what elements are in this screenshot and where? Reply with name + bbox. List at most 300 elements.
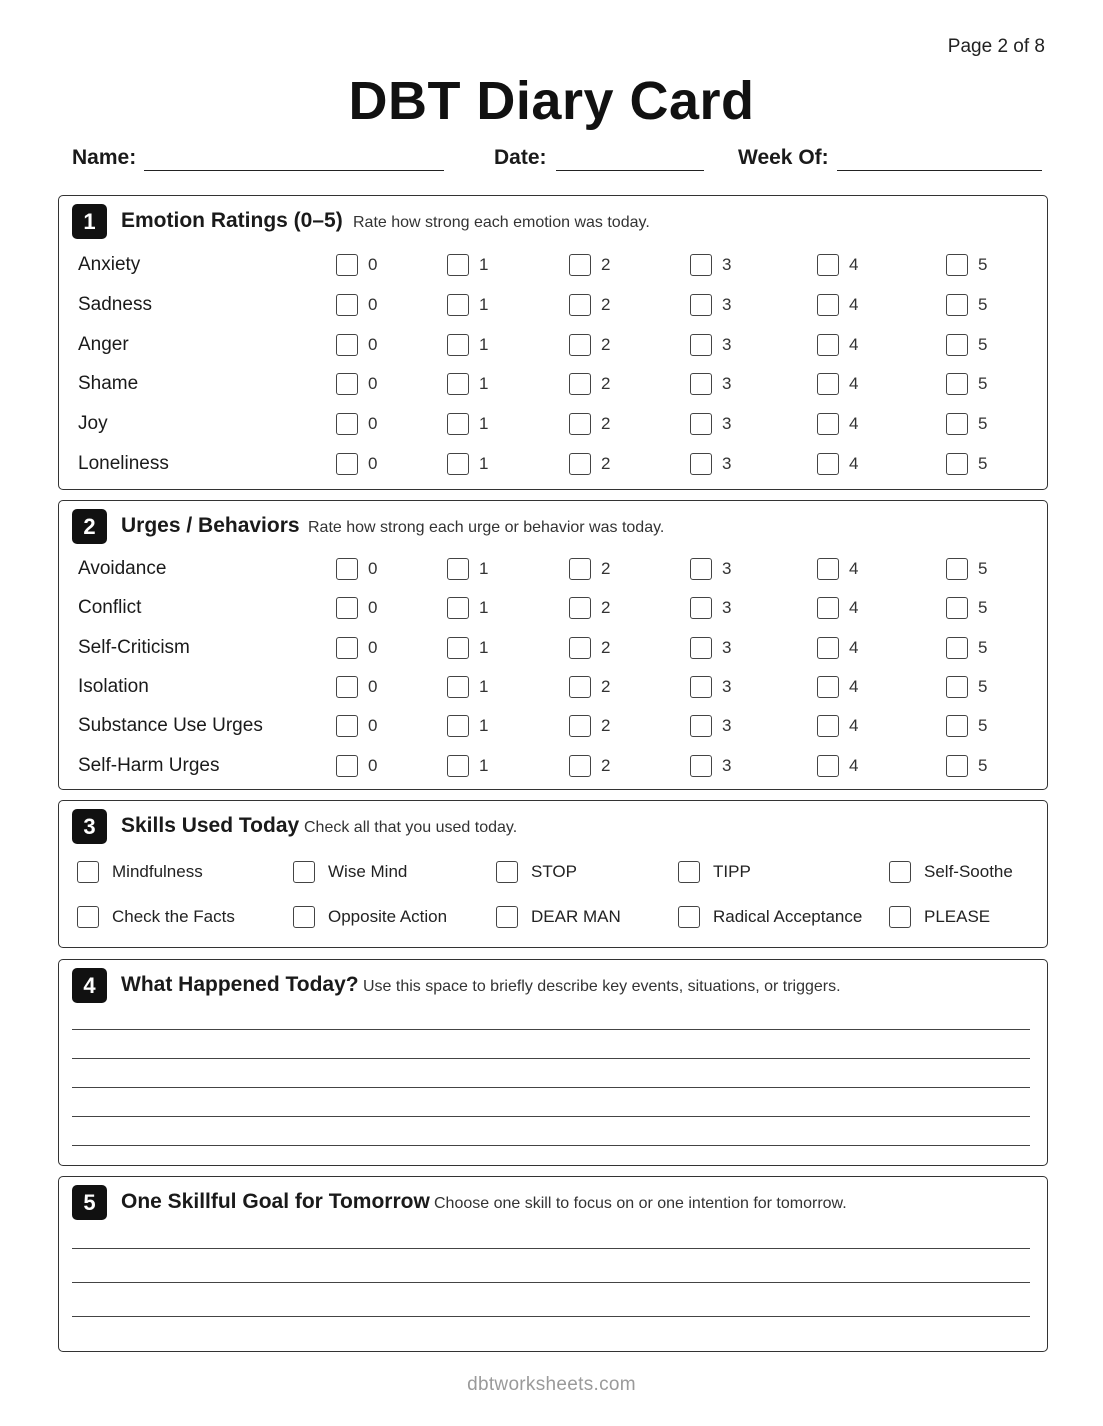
rating-option[interactable] [946, 333, 987, 357]
rating-option[interactable] [336, 412, 377, 436]
rating-checkbox[interactable] [690, 676, 712, 698]
rating-row [59, 747, 1047, 787]
rating-option[interactable] [569, 412, 610, 436]
what-happened-section [58, 959, 1048, 1166]
rating-option[interactable] [447, 596, 488, 620]
rating-option[interactable] [817, 714, 858, 738]
rating-checkbox[interactable] [336, 254, 358, 276]
section-subtitle: Rate how strong each urge or behavior was today. [308, 519, 665, 536]
rating-value-label: 2 [601, 637, 611, 657]
rating-value-label: 1 [479, 414, 489, 434]
rating-option[interactable] [946, 714, 987, 738]
rating-checkbox[interactable] [946, 334, 968, 356]
name-label: Name: [72, 146, 137, 169]
rating-option[interactable] [946, 293, 987, 317]
rating-value-label: 4 [849, 716, 859, 736]
rating-option[interactable] [569, 636, 610, 660]
skill-label: Mindfulness [112, 862, 203, 881]
rating-option[interactable] [946, 557, 987, 581]
writing-line[interactable] [72, 1087, 1030, 1088]
rating-checkbox[interactable] [569, 676, 591, 698]
rating-option[interactable] [569, 372, 610, 396]
rating-option[interactable] [690, 293, 731, 317]
rating-value-label: 4 [849, 559, 859, 578]
rating-checkbox[interactable] [569, 453, 591, 475]
rating-checkbox[interactable] [946, 597, 968, 619]
rating-option[interactable] [569, 452, 610, 476]
rating-checkbox[interactable] [690, 597, 712, 619]
rating-option[interactable] [690, 452, 731, 476]
rating-option[interactable] [946, 452, 987, 476]
writing-line[interactable] [72, 1058, 1030, 1059]
rating-value-label: 2 [601, 334, 611, 354]
section-title: Urges / Behaviors [121, 514, 300, 537]
rating-option[interactable] [690, 596, 731, 620]
rating-value-label: 0 [368, 374, 378, 394]
skill-label: STOP [531, 862, 577, 881]
rating-value-label: 5 [978, 294, 988, 314]
section-subtitle: Choose one skill to focus on or one intention for tomorrow. [434, 1195, 847, 1212]
rating-checkbox[interactable] [946, 373, 968, 395]
skill-checkbox[interactable] [678, 906, 700, 928]
urges-behaviors-section [58, 500, 1048, 790]
skillful-goal-section [58, 1176, 1048, 1352]
emotion-ratings-section [58, 195, 1048, 490]
rating-row [59, 405, 1047, 445]
rating-option[interactable] [817, 293, 858, 317]
rating-checkbox[interactable] [447, 413, 469, 435]
rating-checkbox[interactable] [336, 755, 358, 777]
rating-option[interactable] [336, 253, 377, 277]
rating-row [59, 668, 1047, 708]
rating-value-label: 5 [978, 454, 988, 473]
rating-value-label: 4 [849, 676, 859, 696]
skill-checkbox[interactable] [889, 906, 911, 928]
rating-value-label: 4 [849, 598, 859, 618]
rating-checkbox[interactable] [336, 334, 358, 356]
rating-value-label: 2 [601, 454, 611, 473]
skill-checkbox-item[interactable] [293, 904, 447, 930]
rating-checkbox[interactable] [447, 453, 469, 475]
skill-label: Check the Facts [112, 907, 235, 926]
rating-option[interactable] [336, 557, 377, 581]
rating-value-label: 5 [978, 755, 988, 775]
rating-value-label: 3 [722, 374, 732, 394]
rating-row [59, 246, 1047, 286]
rating-option[interactable] [946, 412, 987, 436]
rating-value-label: 4 [849, 255, 859, 274]
rating-value-label: 1 [479, 676, 489, 696]
rating-row-label: Loneliness [78, 453, 169, 474]
rating-checkbox[interactable] [336, 558, 358, 580]
rating-checkbox[interactable] [336, 637, 358, 659]
rating-checkbox[interactable] [569, 558, 591, 580]
skill-checkbox-item[interactable] [496, 859, 577, 885]
rating-value-label: 1 [479, 755, 489, 775]
rating-value-label: 4 [849, 454, 859, 473]
date-field[interactable] [556, 170, 704, 171]
skill-checkbox[interactable] [293, 861, 315, 883]
rating-checkbox[interactable] [817, 676, 839, 698]
writing-line[interactable] [72, 1145, 1030, 1146]
rating-value-label: 1 [479, 374, 489, 394]
rating-checkbox[interactable] [569, 254, 591, 276]
rating-value-label: 1 [479, 559, 489, 578]
rating-checkbox[interactable] [690, 637, 712, 659]
skill-checkbox[interactable] [77, 861, 99, 883]
rating-option[interactable] [946, 372, 987, 396]
rating-option[interactable] [946, 754, 987, 778]
writing-line[interactable] [72, 1316, 1030, 1317]
rating-value-label: 5 [978, 559, 988, 578]
rating-value-label: 5 [978, 334, 988, 354]
section-title: Skills Used Today [121, 814, 300, 837]
rating-checkbox[interactable] [946, 715, 968, 737]
rating-checkbox[interactable] [569, 637, 591, 659]
rating-row [59, 550, 1047, 590]
rating-value-label: 2 [601, 414, 611, 434]
rating-value-label: 3 [722, 255, 732, 274]
section-title: What Happened Today? [121, 973, 359, 996]
skill-checkbox[interactable] [678, 861, 700, 883]
skill-checkbox-item[interactable] [889, 859, 1013, 885]
rating-checkbox[interactable] [447, 254, 469, 276]
rating-value-label: 2 [601, 559, 611, 578]
rating-checkbox[interactable] [690, 254, 712, 276]
rating-value-label: 4 [849, 294, 859, 314]
rating-option[interactable] [447, 293, 488, 317]
rating-option[interactable] [336, 636, 377, 660]
rating-value-label: 5 [978, 676, 988, 696]
rating-checkbox[interactable] [690, 413, 712, 435]
rating-checkbox[interactable] [690, 373, 712, 395]
rating-value-label: 5 [978, 414, 988, 434]
skill-checkbox-item[interactable] [678, 904, 862, 930]
section-number-badge: 5 [72, 1185, 107, 1220]
skill-checkbox-item[interactable] [678, 859, 751, 885]
skill-checkbox-item[interactable] [77, 904, 235, 930]
rating-value-label: 4 [849, 755, 859, 775]
skill-checkbox-item[interactable] [496, 904, 621, 930]
rating-value-label: 0 [368, 255, 378, 274]
section-number-badge: 2 [72, 509, 107, 544]
rating-checkbox[interactable] [946, 676, 968, 698]
rating-option[interactable] [569, 714, 610, 738]
section-subtitle: Rate how strong each emotion was today. [353, 214, 650, 231]
rating-checkbox[interactable] [690, 558, 712, 580]
rating-option[interactable] [447, 253, 488, 277]
rating-checkbox[interactable] [569, 294, 591, 316]
section-subtitle: Check all that you used today. [304, 819, 518, 836]
rating-value-label: 3 [722, 676, 732, 696]
rating-value-label: 1 [479, 255, 489, 274]
rating-value-label: 3 [722, 716, 732, 736]
rating-option[interactable] [817, 675, 858, 699]
rating-value-label: 0 [368, 414, 378, 434]
section-number-badge: 1 [72, 204, 107, 239]
rating-option[interactable] [447, 557, 488, 581]
rating-option[interactable] [817, 557, 858, 581]
rating-checkbox[interactable] [817, 558, 839, 580]
rating-value-label: 1 [479, 294, 489, 314]
skill-checkbox[interactable] [496, 861, 518, 883]
rating-checkbox[interactable] [690, 334, 712, 356]
rating-option[interactable] [690, 333, 731, 357]
rating-value-label: 0 [368, 637, 378, 657]
rating-checkbox[interactable] [336, 294, 358, 316]
rating-option[interactable] [447, 333, 488, 357]
page-number: Page 2 of 8 [947, 36, 1045, 57]
section-title: One Skillful Goal for Tomorrow [121, 1190, 430, 1213]
section-number-badge: 4 [72, 968, 107, 1003]
footer-website: dbtworksheets.com [467, 1374, 636, 1395]
date-label: Date: [494, 146, 547, 169]
rating-value-label: 3 [722, 454, 732, 473]
rating-checkbox[interactable] [690, 755, 712, 777]
rating-checkbox[interactable] [946, 755, 968, 777]
rating-value-label: 3 [722, 598, 732, 618]
rating-row [59, 629, 1047, 669]
rating-option[interactable] [817, 596, 858, 620]
rating-row [59, 707, 1047, 747]
rating-row [59, 445, 1047, 485]
rating-checkbox[interactable] [569, 373, 591, 395]
rating-option[interactable] [817, 754, 858, 778]
rating-option[interactable] [690, 636, 731, 660]
rating-checkbox[interactable] [569, 334, 591, 356]
section-title: Emotion Ratings (0–5) [121, 209, 343, 232]
week-of-label: Week Of: [738, 146, 829, 169]
writing-line[interactable] [72, 1116, 1030, 1117]
rating-checkbox[interactable] [447, 637, 469, 659]
rating-checkbox[interactable] [447, 597, 469, 619]
rating-value-label: 0 [368, 454, 378, 473]
rating-option[interactable] [690, 253, 731, 277]
rating-row-label: Substance Use Urges [78, 715, 263, 737]
rating-row-label: Anger [78, 333, 129, 355]
rating-option[interactable] [447, 412, 488, 436]
rating-checkbox[interactable] [336, 676, 358, 698]
rating-option[interactable] [336, 675, 377, 699]
rating-option[interactable] [690, 557, 731, 581]
skills-used-section [58, 800, 1048, 948]
rating-checkbox[interactable] [946, 637, 968, 659]
skill-checkbox[interactable] [293, 906, 315, 928]
rating-value-label: 5 [978, 255, 988, 274]
skill-label: PLEASE [924, 907, 991, 926]
rating-option[interactable] [946, 636, 987, 660]
rating-value-label: 0 [368, 716, 378, 736]
rating-option[interactable] [690, 754, 731, 778]
rating-checkbox[interactable] [817, 254, 839, 276]
section-number-badge: 3 [72, 809, 107, 844]
rating-option[interactable] [447, 675, 488, 699]
rating-option[interactable] [817, 636, 858, 660]
rating-option[interactable] [690, 412, 731, 436]
rating-option[interactable] [690, 675, 731, 699]
rating-checkbox[interactable] [946, 453, 968, 475]
rating-option[interactable] [817, 412, 858, 436]
rating-checkbox[interactable] [817, 334, 839, 356]
rating-option[interactable] [447, 714, 488, 738]
skill-checkbox-item[interactable] [889, 904, 990, 930]
rating-option[interactable] [946, 253, 987, 277]
rating-option[interactable] [569, 754, 610, 778]
rating-checkbox[interactable] [817, 413, 839, 435]
skill-checkbox-item[interactable] [77, 859, 203, 885]
section-subtitle: Use this space to briefly describe key events, situations, or triggers. [363, 978, 841, 995]
rating-value-label: 5 [978, 374, 988, 394]
rating-value-label: 2 [601, 755, 611, 775]
rating-value-label: 1 [479, 334, 489, 354]
rating-option[interactable] [336, 596, 377, 620]
rating-row [59, 589, 1047, 629]
skill-checkbox-item[interactable] [293, 859, 407, 885]
rating-row [59, 286, 1047, 326]
rating-row-label: Shame [78, 373, 139, 395]
rating-checkbox[interactable] [447, 715, 469, 737]
rating-checkbox[interactable] [447, 294, 469, 316]
rating-option[interactable] [569, 253, 610, 277]
rating-option[interactable] [569, 557, 610, 581]
skill-label: TIPP [713, 862, 751, 881]
rating-checkbox[interactable] [817, 453, 839, 475]
rating-checkbox[interactable] [817, 755, 839, 777]
page-title: DBT Diary Card [348, 71, 755, 131]
rating-checkbox[interactable] [447, 755, 469, 777]
rating-row [59, 326, 1047, 366]
rating-option[interactable] [336, 293, 377, 317]
rating-option[interactable] [336, 333, 377, 357]
rating-value-label: 4 [849, 374, 859, 394]
rating-option[interactable] [946, 675, 987, 699]
skill-label: Radical Acceptance [713, 907, 863, 926]
rating-value-label: 1 [479, 637, 489, 657]
rating-value-label: 2 [601, 374, 611, 394]
writing-line[interactable] [72, 1282, 1030, 1283]
skill-checkbox[interactable] [889, 861, 911, 883]
rating-checkbox[interactable] [447, 334, 469, 356]
rating-checkbox[interactable] [817, 715, 839, 737]
rating-checkbox[interactable] [946, 254, 968, 276]
rating-value-label: 4 [849, 334, 859, 354]
rating-checkbox[interactable] [569, 755, 591, 777]
rating-row [59, 365, 1047, 405]
name-field[interactable] [144, 170, 444, 171]
skill-label: Opposite Action [328, 907, 448, 926]
rating-option[interactable] [690, 372, 731, 396]
rating-checkbox[interactable] [447, 558, 469, 580]
rating-value-label: 0 [368, 294, 378, 314]
rating-value-label: 4 [849, 414, 859, 434]
writing-line[interactable] [72, 1029, 1030, 1030]
rating-value-label: 0 [368, 559, 378, 578]
rating-value-label: 3 [722, 637, 732, 657]
skill-checkbox[interactable] [496, 906, 518, 928]
rating-option[interactable] [946, 596, 987, 620]
rating-row-label: Sadness [78, 293, 152, 315]
rating-option[interactable] [336, 452, 377, 476]
rating-option[interactable] [690, 714, 731, 738]
rating-value-label: 2 [601, 716, 611, 736]
rating-value-label: 0 [368, 334, 378, 354]
rating-row-label: Anxiety [78, 254, 141, 275]
writing-line[interactable] [72, 1248, 1030, 1249]
rating-checkbox[interactable] [569, 597, 591, 619]
rating-value-label: 1 [479, 716, 489, 736]
rating-checkbox[interactable] [690, 294, 712, 316]
rating-option[interactable] [336, 754, 377, 778]
rating-row-label: Joy [78, 413, 108, 435]
rating-value-label: 2 [601, 676, 611, 696]
rating-checkbox[interactable] [946, 413, 968, 435]
skill-checkbox[interactable] [77, 906, 99, 928]
rating-row-label: Isolation [78, 675, 149, 697]
rating-value-label: 1 [479, 598, 489, 618]
rating-option[interactable] [447, 636, 488, 660]
rating-checkbox[interactable] [817, 597, 839, 619]
rating-value-label: 2 [601, 294, 611, 314]
rating-option[interactable] [817, 372, 858, 396]
rating-value-label: 5 [978, 598, 988, 618]
rating-option[interactable] [569, 333, 610, 357]
rating-option[interactable] [569, 293, 610, 317]
rating-checkbox[interactable] [690, 715, 712, 737]
rating-row-label: Self-Harm Urges [78, 754, 220, 776]
rating-value-label: 0 [368, 676, 378, 696]
rating-option[interactable] [336, 714, 377, 738]
rating-option[interactable] [817, 452, 858, 476]
skill-label: Self-Soothe [924, 862, 1013, 881]
rating-value-label: 0 [368, 755, 378, 775]
rating-value-label: 4 [849, 637, 859, 657]
rating-checkbox[interactable] [946, 558, 968, 580]
rating-option[interactable] [336, 372, 377, 396]
rating-checkbox[interactable] [447, 676, 469, 698]
rating-checkbox[interactable] [946, 294, 968, 316]
rating-option[interactable] [569, 675, 610, 699]
rating-value-label: 3 [722, 414, 732, 434]
rating-value-label: 2 [601, 598, 611, 618]
rating-option[interactable] [569, 596, 610, 620]
rating-checkbox[interactable] [336, 413, 358, 435]
rating-option[interactable] [447, 452, 488, 476]
rating-checkbox[interactable] [817, 373, 839, 395]
rating-row-label: Conflict [78, 597, 142, 619]
rating-checkbox[interactable] [690, 453, 712, 475]
rating-value-label: 5 [978, 716, 988, 736]
rating-checkbox[interactable] [336, 373, 358, 395]
rating-value-label: 3 [722, 294, 732, 314]
rating-value-label: 0 [368, 598, 378, 618]
week-of-field[interactable] [837, 170, 1042, 171]
rating-checkbox[interactable] [336, 453, 358, 475]
rating-checkbox[interactable] [569, 715, 591, 737]
rating-option[interactable] [817, 253, 858, 277]
rating-checkbox[interactable] [569, 413, 591, 435]
rating-checkbox[interactable] [336, 597, 358, 619]
rating-value-label: 5 [978, 637, 988, 657]
rating-checkbox[interactable] [817, 294, 839, 316]
skill-label: DEAR MAN [531, 907, 621, 926]
rating-checkbox[interactable] [447, 373, 469, 395]
rating-option[interactable] [817, 333, 858, 357]
rating-checkbox[interactable] [336, 715, 358, 737]
rating-checkbox[interactable] [817, 637, 839, 659]
rating-value-label: 1 [479, 454, 489, 473]
rating-option[interactable] [447, 372, 488, 396]
rating-option[interactable] [447, 754, 488, 778]
